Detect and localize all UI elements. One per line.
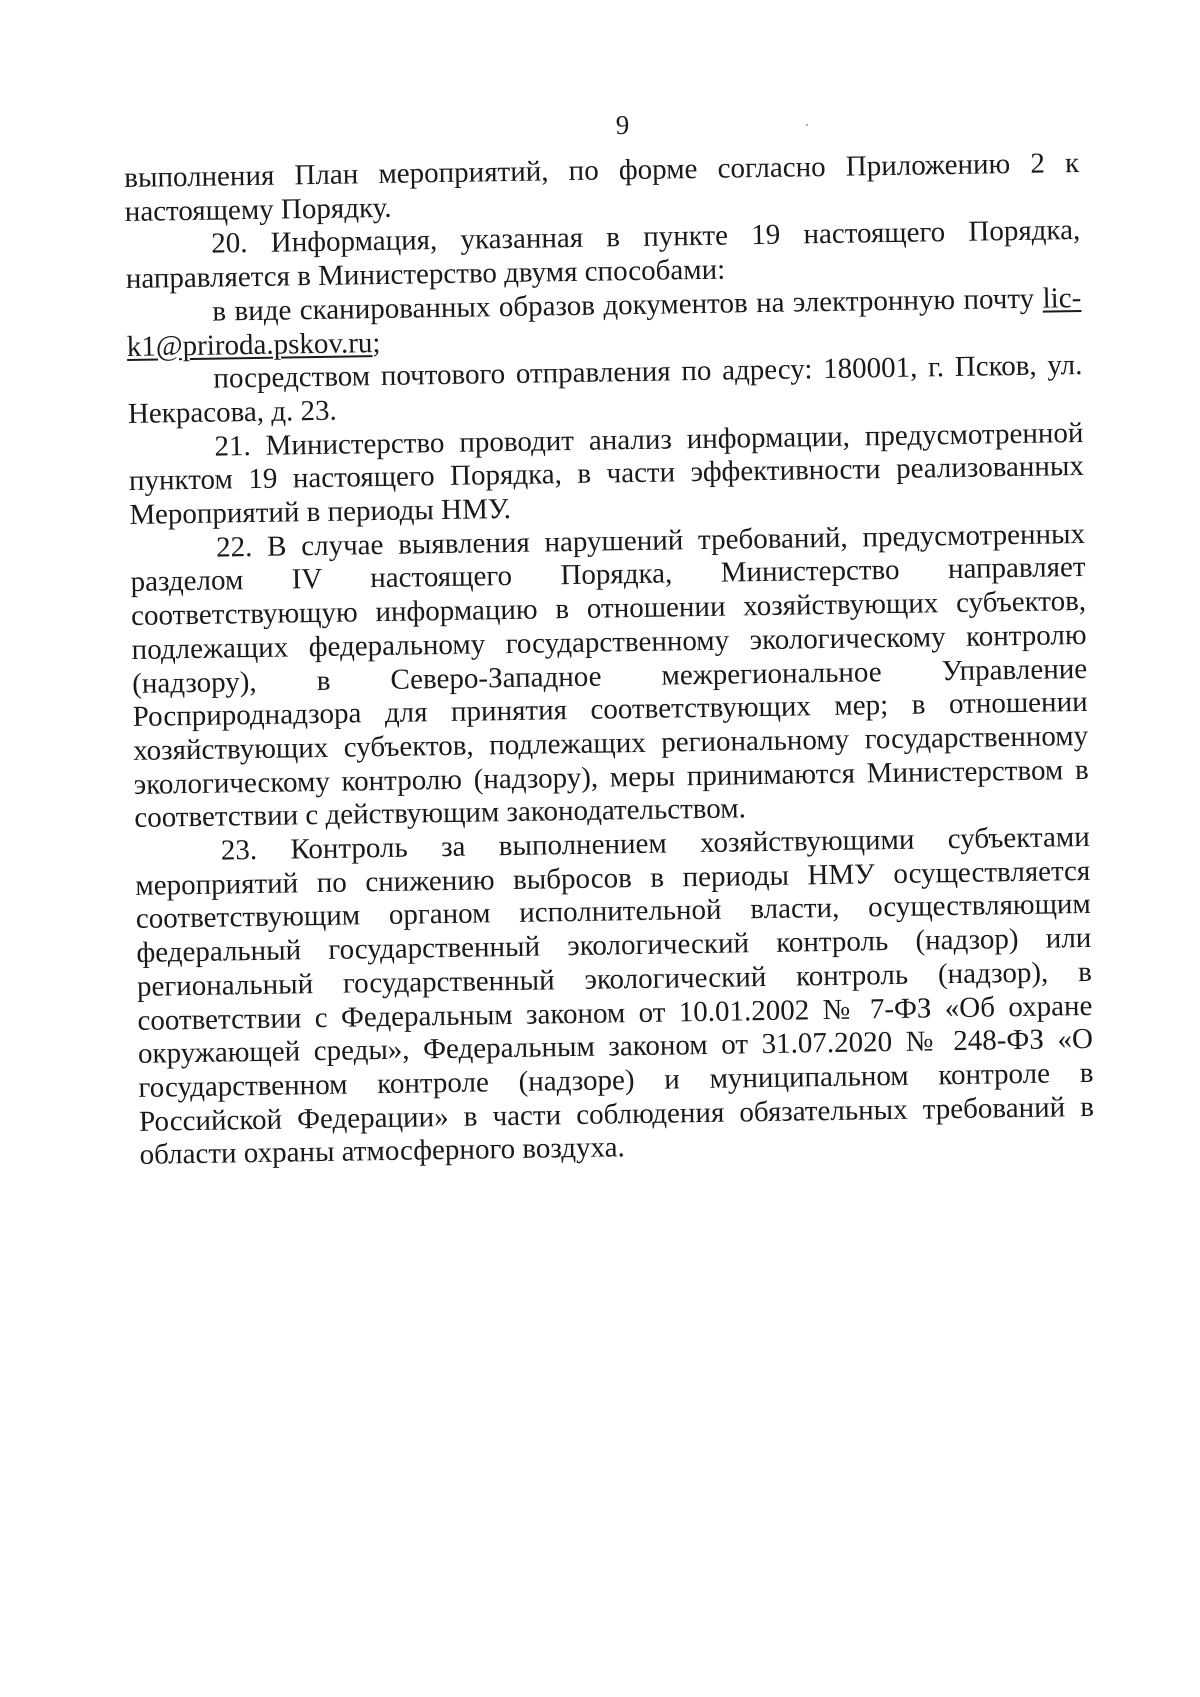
email-method-text: в виде сканированных образов документов на электронную почту <box>212 282 1043 328</box>
paragraph-23: 23. Контроль за выполнением хозяйствующими субъектами мероприятий по снижению выбросов в периоды НМУ осуществляется соответствующим органом исполнительной власти, осуществляющим федеральный государственный экологический контроль (надзор) или региональный государственный экологический контроль (надзор), в соответствии с Федеральным законом от 10.01.2002 № 7-ФЗ «Об охране окружающей среды», Федеральным законом от 31.07.2020 № 248-ФЗ «О государственном контроле (надзоре) и муниципальном контроле в Российской Федерации» в части соблюдения обязательных требований в области охраны атмосферного воздуха. <box>135 820 1095 1172</box>
email-link[interactable]: lic-k1@priroda.pskov.ru <box>126 281 1082 363</box>
paragraph-20: 20. Информация, указанная в пункте 19 настоящего Порядка, направляется в Министерство двумя способами: <box>125 214 1081 296</box>
paragraph-continuation: выполнения План мероприятий, по форме согласно Приложению 2 к настоящему Порядку. <box>124 146 1080 228</box>
paragraph-post-method: посредством почтового отправления по адресу: 180001, г. Псков, ул. Некрасова, д. 23. <box>127 349 1083 430</box>
page-number: 9 <box>615 110 630 140</box>
scan-artifact <box>806 124 808 126</box>
document-body <box>124 147 1095 1173</box>
email-method-punct: ; <box>372 326 381 359</box>
paragraph-21: 21. Министерство проводит анализ информации, предусмотренной пунктом 19 настоящего Порядка, в части эффективности реализованных Мероприятий в периоды НМУ. <box>128 416 1085 531</box>
paragraph-22: 22. В случае выявления нарушений требований, предусмотренных разделом IV настоящего Порядка, Министерство направляет соответствующую информацию в отношении хозяйствующих субъектов, подлежащих федеральному государственному экологическому контролю (надзору), в Северо-Западное межрегиональное Управление Росприроднадзора для принятия соответствующих мер; в отношении хозяйствующих субъектов, подлежащих региональному государственному экологическому контролю (надзору), меры принимаются Министерством в соответствии с действующим законодательством. <box>130 517 1089 835</box>
